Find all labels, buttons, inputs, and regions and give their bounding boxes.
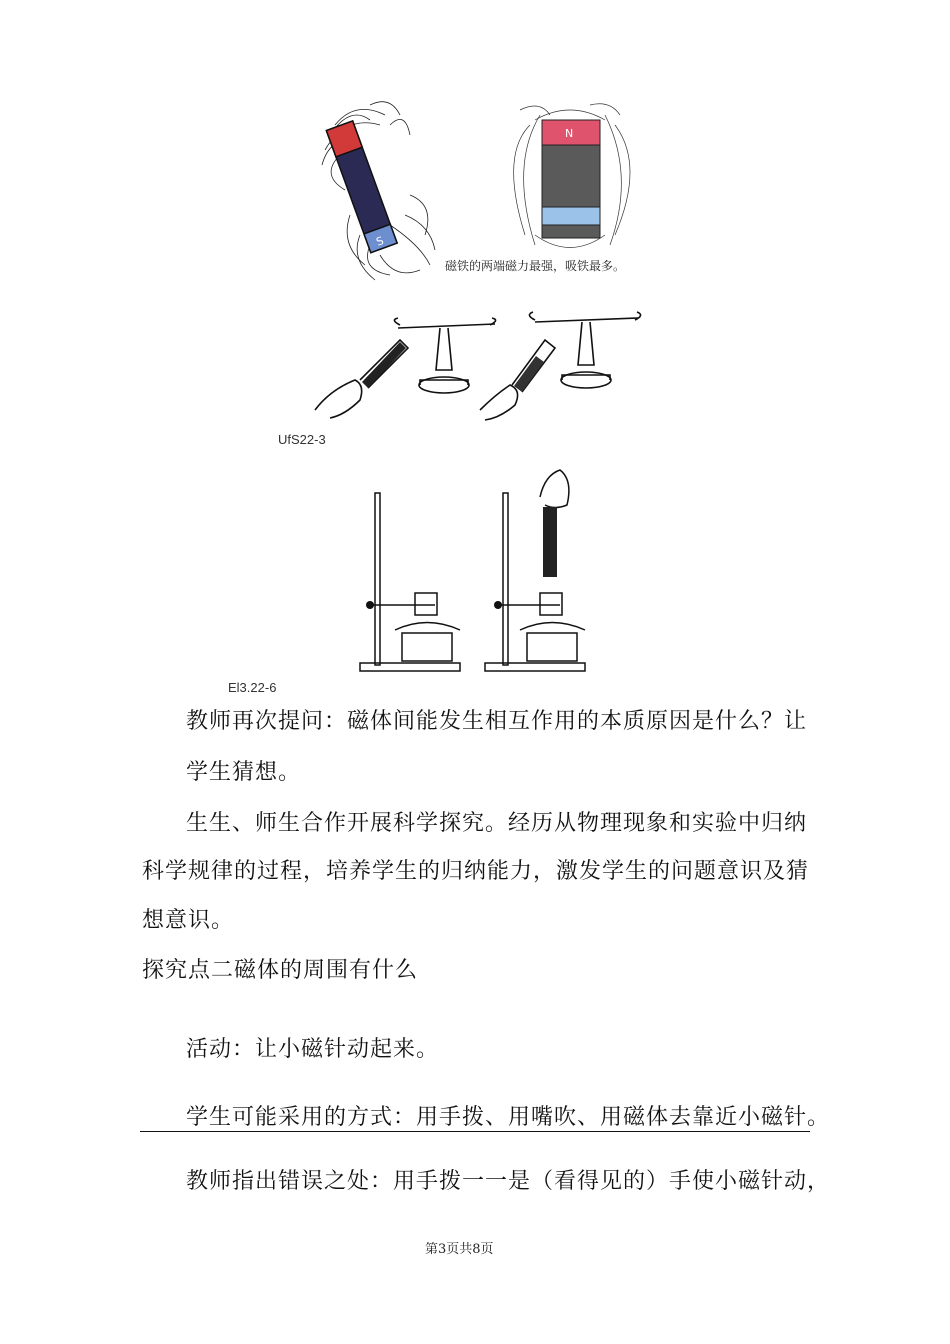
compass-needle-figure <box>300 300 660 435</box>
paragraph-activity: 活动：让小磁针动起来。 <box>186 1037 440 1062</box>
paragraph-methods: 学生可能采用的方式：用手拨、用嘴吹、用磁体去靠近小磁针。 <box>186 1105 831 1130</box>
iron-stand-illustration <box>355 465 595 677</box>
paragraph-inquiry-line1: 生生、师生合作开展科学探究。经历从物理现象和实验中归纳 <box>186 811 808 836</box>
magnet-filings-figure <box>310 95 650 285</box>
magnet-caption: 磁铁的两端磁力最强，吸铁最多。 <box>445 259 626 273</box>
figure-label-ufs22-3: UfS22-3 <box>278 432 326 447</box>
methods-underline <box>140 1131 810 1132</box>
paragraph-teacher: 教师指出错误之处：用手拨一一是（看得见的）手使小磁针动， <box>186 1169 831 1194</box>
iron-stand-figure <box>355 465 595 677</box>
paragraph-inquiry-line3: 想意识。 <box>142 908 235 933</box>
magnet-filings-illustration <box>310 95 650 285</box>
magnet-pole-n-label: N <box>565 127 574 140</box>
paragraph-question-line1: 教师再次提问：磁体间能发生相互作用的本质原因是什么？让 <box>186 709 808 734</box>
compass-needle-illustration <box>300 300 660 435</box>
figure-label-el3-22-6: El3.22-6 <box>228 680 277 695</box>
paragraph-question-line2: 学生猜想。 <box>186 760 302 785</box>
page-footer: 第3页共8页 <box>425 1242 494 1257</box>
section-heading: 探究点二磁体的周围有什么 <box>142 958 419 983</box>
paragraph-inquiry-line2: 科学规律的过程，培养学生的归纳能力，激发学生的问题意识及猜 <box>142 859 810 884</box>
magnet-pole-s-label: S <box>374 234 386 249</box>
